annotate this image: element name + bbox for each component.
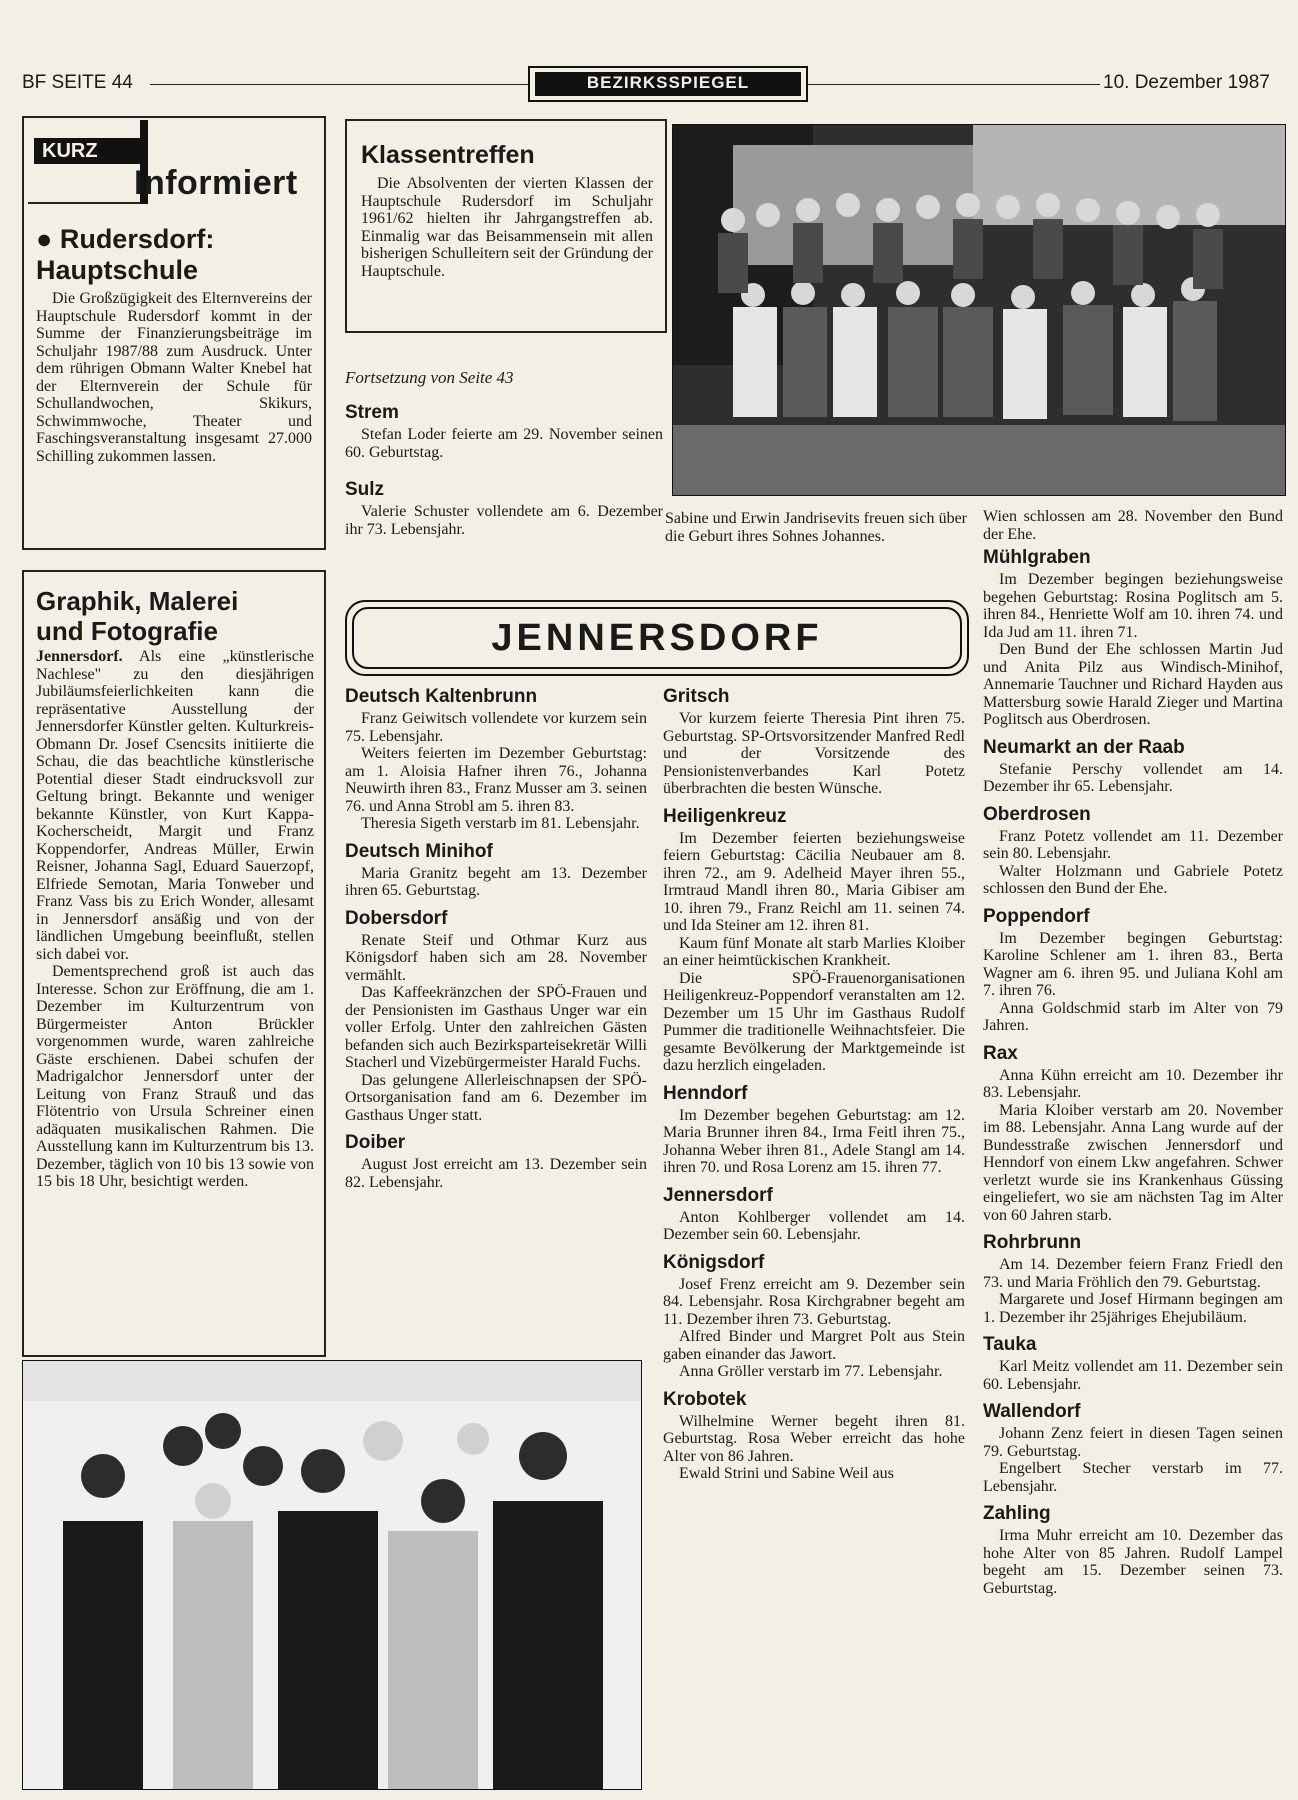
locality-section — [983, 906, 1283, 1035]
photo-caption: Sabine und Erwin Jandrisevits freuen sich über die Geburt ihres Sohnes Johannes. — [665, 510, 967, 545]
locality-title: Dobersdorf — [345, 907, 448, 929]
locality-title: Gritsch — [663, 686, 730, 707]
section-banner-label: BEZIRKSSPIEGEL — [535, 72, 801, 96]
jennersdorf-banner — [345, 600, 969, 676]
locality-paragraph: Weiters feierten im Dezember Geburtstag: am 1. Aloisia Hafner ihren 76., Johanna Neuwirth ihren 83., Franz Musser am 3. seinen 76. und Anna Strobl am 5. ihren 83. — [345, 745, 647, 815]
column-c — [983, 508, 1283, 1597]
kurz-informiert-box — [22, 116, 326, 550]
locality-section — [983, 737, 1283, 796]
locality-title: Doiber — [345, 1132, 406, 1153]
logo-kurz: KURZ — [42, 140, 98, 162]
locality-section — [345, 908, 647, 1125]
column-c-intro: Wien schlossen am 28. November den Bund der Ehe. — [983, 508, 1283, 543]
locality-paragraph: Maria Kloiber verstarb am 20. November im 88. Lebensjahr. Anna Lang wurde auf der Bundesstraße zwischen Jennersdorf und Henndorf von einem Lkw angefahren. Schwer verletzt wurde sie ins Krankenhaus Güssing eingeliefert, wo sie am nächsten Tag im Alter von 60 Jahren starb. — [983, 1101, 1283, 1224]
locality-paragraph: Walter Holzmann und Gabriele Potetz schlossen den Bund der Ehe. — [983, 862, 1283, 897]
locality-title: Jennersdorf — [663, 1184, 773, 1206]
locality-paragraph: Das Kaffeekränzchen der SPÖ-Frauen und der Pensionisten im Gasthaus Unger war ein voller Erfolg. Unter den zahlreichen Gästen befanden sich auch Bezirksparteisekretär Willi Stacherl und Vizebürgermeister Harald Fuchs. — [345, 984, 647, 1071]
locality-title: Tauka — [983, 1334, 1037, 1355]
locality-section — [983, 1503, 1283, 1597]
locality-title: Oberdrosen — [983, 803, 1091, 825]
locality-section — [663, 686, 965, 798]
locality-section — [663, 1389, 965, 1483]
kurz-title-1: Rudersdorf: — [59, 224, 215, 254]
locality-paragraph: Ewald Strini und Sabine Weil aus — [679, 1465, 894, 1482]
locality-title: Mühlgraben — [983, 547, 1091, 568]
locality-paragraph: Vor kurzem feierte Theresia Pint ihren 75. Geburtstag. SP-Ortsvorsitzender Manfred Redl und der Vorsitzende des Pensionistenverbandes Karl Potetz überbrachten die besten Wünsche. — [663, 710, 965, 797]
graphik-p1: Als eine „künstlerische Nachlese" zu den diesjährigen Jubiläumsfeierlichkeiten kann die repräsentative Ausstellung der Jennersdorfer Künstler gelten. Kulturkreis-Obmann Dr. Josef Csencsits initiierte die Schau, die das beachtliche künstlerische Potential dieser Stadt eindrucksvoll zur Geltung bringt. Bekannte und weniger bekannte Künstler, von Kurt Kappa-Kocherscheidt, Margit und Franz Koppendorfer, Andreas Müller, Erwin Reisner, Johanna Sagl, Eduard Sauerzopf, Elfriede Semotan, Maria Tonweber und Franz Vass bis zu Erich Wonder, allesamt in Jennersdorf ansäßig und von der ländlichen Umgebung beeinflußt, stellen sich dabei vor. — [36, 648, 314, 963]
locality-section — [983, 1043, 1283, 1225]
klassentreffen-box — [345, 119, 667, 333]
strem-text: Stefan Loder feierte am 29. November seinen 60. Geburtstag. — [345, 426, 663, 461]
locality-paragraph: Franz Geiwitsch vollendete vor kurzem sein 75. Lebensjahr. — [345, 710, 647, 745]
section-banner — [528, 66, 808, 102]
locality-title: Neumarkt an der Raab — [983, 736, 1185, 758]
locality-paragraph: Anton Kohlberger vollendet am 14. Dezember sein 60. Lebensjahr. — [663, 1208, 965, 1243]
locality-section — [663, 1252, 965, 1381]
locality-title: Wallendorf — [983, 1401, 1081, 1422]
locality-title: Krobotek — [663, 1388, 747, 1410]
locality-paragraph: Maria Granitz begeht am 13. Dezember ihren 65. Geburtstag. — [345, 864, 647, 899]
locality-paragraph: Die SPÖ-Frauenorganisationen Heiligenkreuz-Poppendorf veranstalten am 12. Dezember um 15 Uhr im Gasthaus Rudolf Pummer die traditionelle Weihnachtsfeier. Die gesamte Bevölkerung der Marktgemeinde ist dazu herzlich eingeladen. — [663, 969, 965, 1074]
graphik-title-2: und Fotografie — [36, 616, 218, 646]
locality-paragraph: Den Bund der Ehe schlossen Martin Jud und Anita Pilz aus Windisch-Minihof, Annemarie Tauchner und Richard Hayden aus Mattersburg sowie Harald Zieger und Martina Poglitsch aus Oberdrosen. — [983, 641, 1283, 728]
locality-paragraph: Anna Gröller verstarb im 77. Lebensjahr. — [679, 1363, 943, 1380]
kurz-text: Die Großzügigkeit des Elternvereins der Hauptschule Rudersdorf kommt in der Summe der Finanzierungsbeiträge im Schuljahr 1987/88 zum Ausdruck. Unter dem rührigen Obmann Walter Knebel hat der Elternverein der Schule für Schullandwochen, Skikurs, Schwimmwoche, Theater und Faschingsveranstaltung insgesamt 27.000 Schilling zukommen lassen. — [36, 290, 312, 465]
locality-paragraph: Im Dezember feierten beziehungsweise feiern Geburtstag: Cäcilia Neubauer am 8. ihren 72., am 9. Adelheid Mayer ihren 55., Irmtraud Mandl ihren 80., Maria Gibiser am 10. ihren 79., Franz Reichl am 11. seinen 74. und Ida Steiner am 12. ihren 81. — [663, 829, 965, 934]
group-photo-klassentreffen — [672, 124, 1286, 496]
locality-section — [983, 1334, 1283, 1393]
locality-paragraph: Josef Frenz erreicht am 9. Dezember sein 84. Lebensjahr. Rosa Kirchgrabner begeht am 11. Dezember ihren 73. Geburtstag. — [663, 1275, 965, 1328]
strem-title: Strem — [345, 402, 399, 423]
locality-section — [663, 1083, 965, 1177]
fortsetzung-note: Fortsetzung von Seite 43 — [345, 368, 514, 387]
locality-paragraph: Wilhelmine Werner begeht ihren 81. Geburtstag. Rosa Weber erreicht das hohe Alter von 86 Jahren. — [663, 1412, 965, 1465]
locality-title: Rax — [983, 1042, 1018, 1064]
graphik-lead: Jennersdorf. — [36, 648, 123, 665]
graphik-title-1: Graphik, Malerei — [36, 586, 239, 616]
locality-paragraph: Alfred Binder und Margret Polt aus Stein gaben einander das Jawort. — [663, 1328, 965, 1363]
locality-section — [345, 841, 647, 900]
bullet-icon: ● — [36, 224, 53, 254]
locality-section — [983, 1232, 1283, 1326]
locality-section — [663, 806, 965, 1075]
locality-paragraph: Kaum fünf Monate alt starb Marlies Kloiber an einer heimtückischen Krankheit. — [663, 934, 965, 969]
locality-section — [345, 686, 647, 833]
locality-paragraph: Margarete und Josef Hirmann begingen am 1. Dezember ihr 25jähriges Ehejubiläum. — [983, 1291, 1283, 1326]
locality-paragraph: August Jost erreicht am 13. Dezember sein 82. Lebensjahr. — [345, 1156, 647, 1191]
locality-paragraph: Am 14. Dezember feiern Franz Friedl den 73. und Maria Fröhlich den 79. Geburtstag. — [983, 1256, 1283, 1291]
kurz-title-2: Hauptschule — [36, 255, 199, 285]
locality-paragraph: Anna Goldschmid starb im Alter von 79 Jahren. — [983, 999, 1283, 1034]
locality-paragraph: Im Dezember begingen beziehungsweise begehen Geburtstag: Rosina Poglitsch am 5. ihren 84., Henriette Wolf am 10. ihren 74. und Ida Jud am 11. ihren 71. — [983, 571, 1283, 641]
locality-title: Deutsch Minihof — [345, 840, 493, 862]
sulz-text: Valerie Schuster vollendete am 6. Dezember ihr 73. Lebensjahr. — [345, 503, 663, 538]
klassentreffen-title: Klassentreffen — [361, 141, 535, 169]
locality-paragraph: Irma Muhr erreicht am 10. Dezember das hohe Alter von 85 Jahren. Rudolf Lampel begeht am 15. Dezember seinen 73. Geburtstag. — [983, 1527, 1283, 1597]
locality-section — [663, 1185, 965, 1244]
locality-paragraph: Im Dezember begingen Geburtstag: Karoline Schlener am 1. ihren 83., Berta Wagner am 6. ihren 95. und Juliana Kohl am 7. ihren 76. — [983, 929, 1283, 999]
logo-informiert: Informiert — [134, 164, 298, 202]
locality-paragraph: Johann Zenz feiert in diesen Tagen seinen 79. Geburtstag. — [983, 1425, 1283, 1460]
locality-paragraph: Renate Steif und Othmar Kurz aus Königsdorf haben sich am 28. November vermählt. — [345, 931, 647, 984]
locality-section — [983, 804, 1283, 898]
locality-paragraph: Engelbert Stecher verstarb im 77. Lebensjahr. — [983, 1460, 1283, 1495]
locality-paragraph: Franz Potetz vollendet am 11. Dezember sein 80. Lebensjahr. — [983, 827, 1283, 862]
locality-title: Heiligenkreuz — [663, 805, 787, 827]
graphik-box — [22, 570, 326, 1357]
locality-paragraph: Das gelungene Allerleischnapsen der SPÖ-Ortsorganisation fand am 6. Dezember im Gasthaus Unger statt. — [345, 1071, 647, 1124]
sulz-title: Sulz — [345, 479, 385, 500]
locality-paragraph: Theresia Sigeth verstarb im 81. Lebensjahr. — [361, 815, 640, 832]
jennersdorf-banner-label: JENNERSDORF — [352, 607, 962, 669]
kurz-informiert-logo — [22, 116, 322, 210]
locality-title: Königsdorf — [663, 1251, 765, 1273]
locality-paragraph: Karl Meitz vollendet am 11. Dezember sein 60. Lebensjahr. — [983, 1358, 1283, 1393]
locality-title: Poppendorf — [983, 905, 1090, 927]
locality-paragraph: Anna Kühn erreicht am 10. Dezember ihr 83. Lebensjahr. — [983, 1066, 1283, 1101]
column-b — [663, 686, 965, 1483]
locality-section — [345, 1132, 647, 1191]
locality-title: Deutsch Kaltenbrunn — [345, 686, 538, 707]
locality-title: Henndorf — [663, 1082, 748, 1104]
page-number: BF SEITE 44 — [22, 72, 133, 93]
column-a — [345, 686, 647, 1191]
locality-title: Zahling — [983, 1503, 1051, 1524]
klassentreffen-text: Die Absolventen der vierten Klassen der Hauptschule Rudersdorf im Schuljahr 1961/62 hielten ihr Jahrgangstreffen ab. Einmalig war das Beisammensein mit allen bisherigen Schulleitern seit der Gründung der Hauptschule. — [361, 175, 653, 280]
locality-section — [983, 1401, 1283, 1495]
locality-paragraph: Im Dezember begehen Geburtstag: am 12. Maria Brunner ihren 84., Irma Feitl ihren 75., Johanna Weber ihren 81., Adele Stangl am 14. ihren 70. und Rosa Lorenz am 15. ihren 77. — [663, 1106, 965, 1176]
locality-section — [983, 547, 1283, 729]
group-photo-graphik — [22, 1360, 642, 1790]
graphik-p2: Dementsprechend groß ist auch das Interesse. Schon zur Eröffnung, die am 1. Dezember im Kulturzentrum von Bürgermeister Anton Brückler vorgenommen wurde, waren zahlreiche Gäste erschienen. Dabei schufen der Madrigalchor Jennersdorf unter der Leitung von Franz Strauß und das Flötentrio von Ursula Schreiner einen adäquaten musikalischen Rahmen. Die Ausstellung kann im Kulturzentrum bis 13. Dezember, täglich von 10 bis 13 sowie von 15 bis 18 Uhr, besichtigt werden. — [36, 963, 314, 1190]
locality-title: Rohrbrunn — [983, 1232, 1082, 1253]
locality-paragraph: Stefanie Perschy vollendet am 14. Dezember ihr 65. Lebensjahr. — [983, 760, 1283, 795]
page-date: 10. Dezember 1987 — [1103, 72, 1270, 93]
